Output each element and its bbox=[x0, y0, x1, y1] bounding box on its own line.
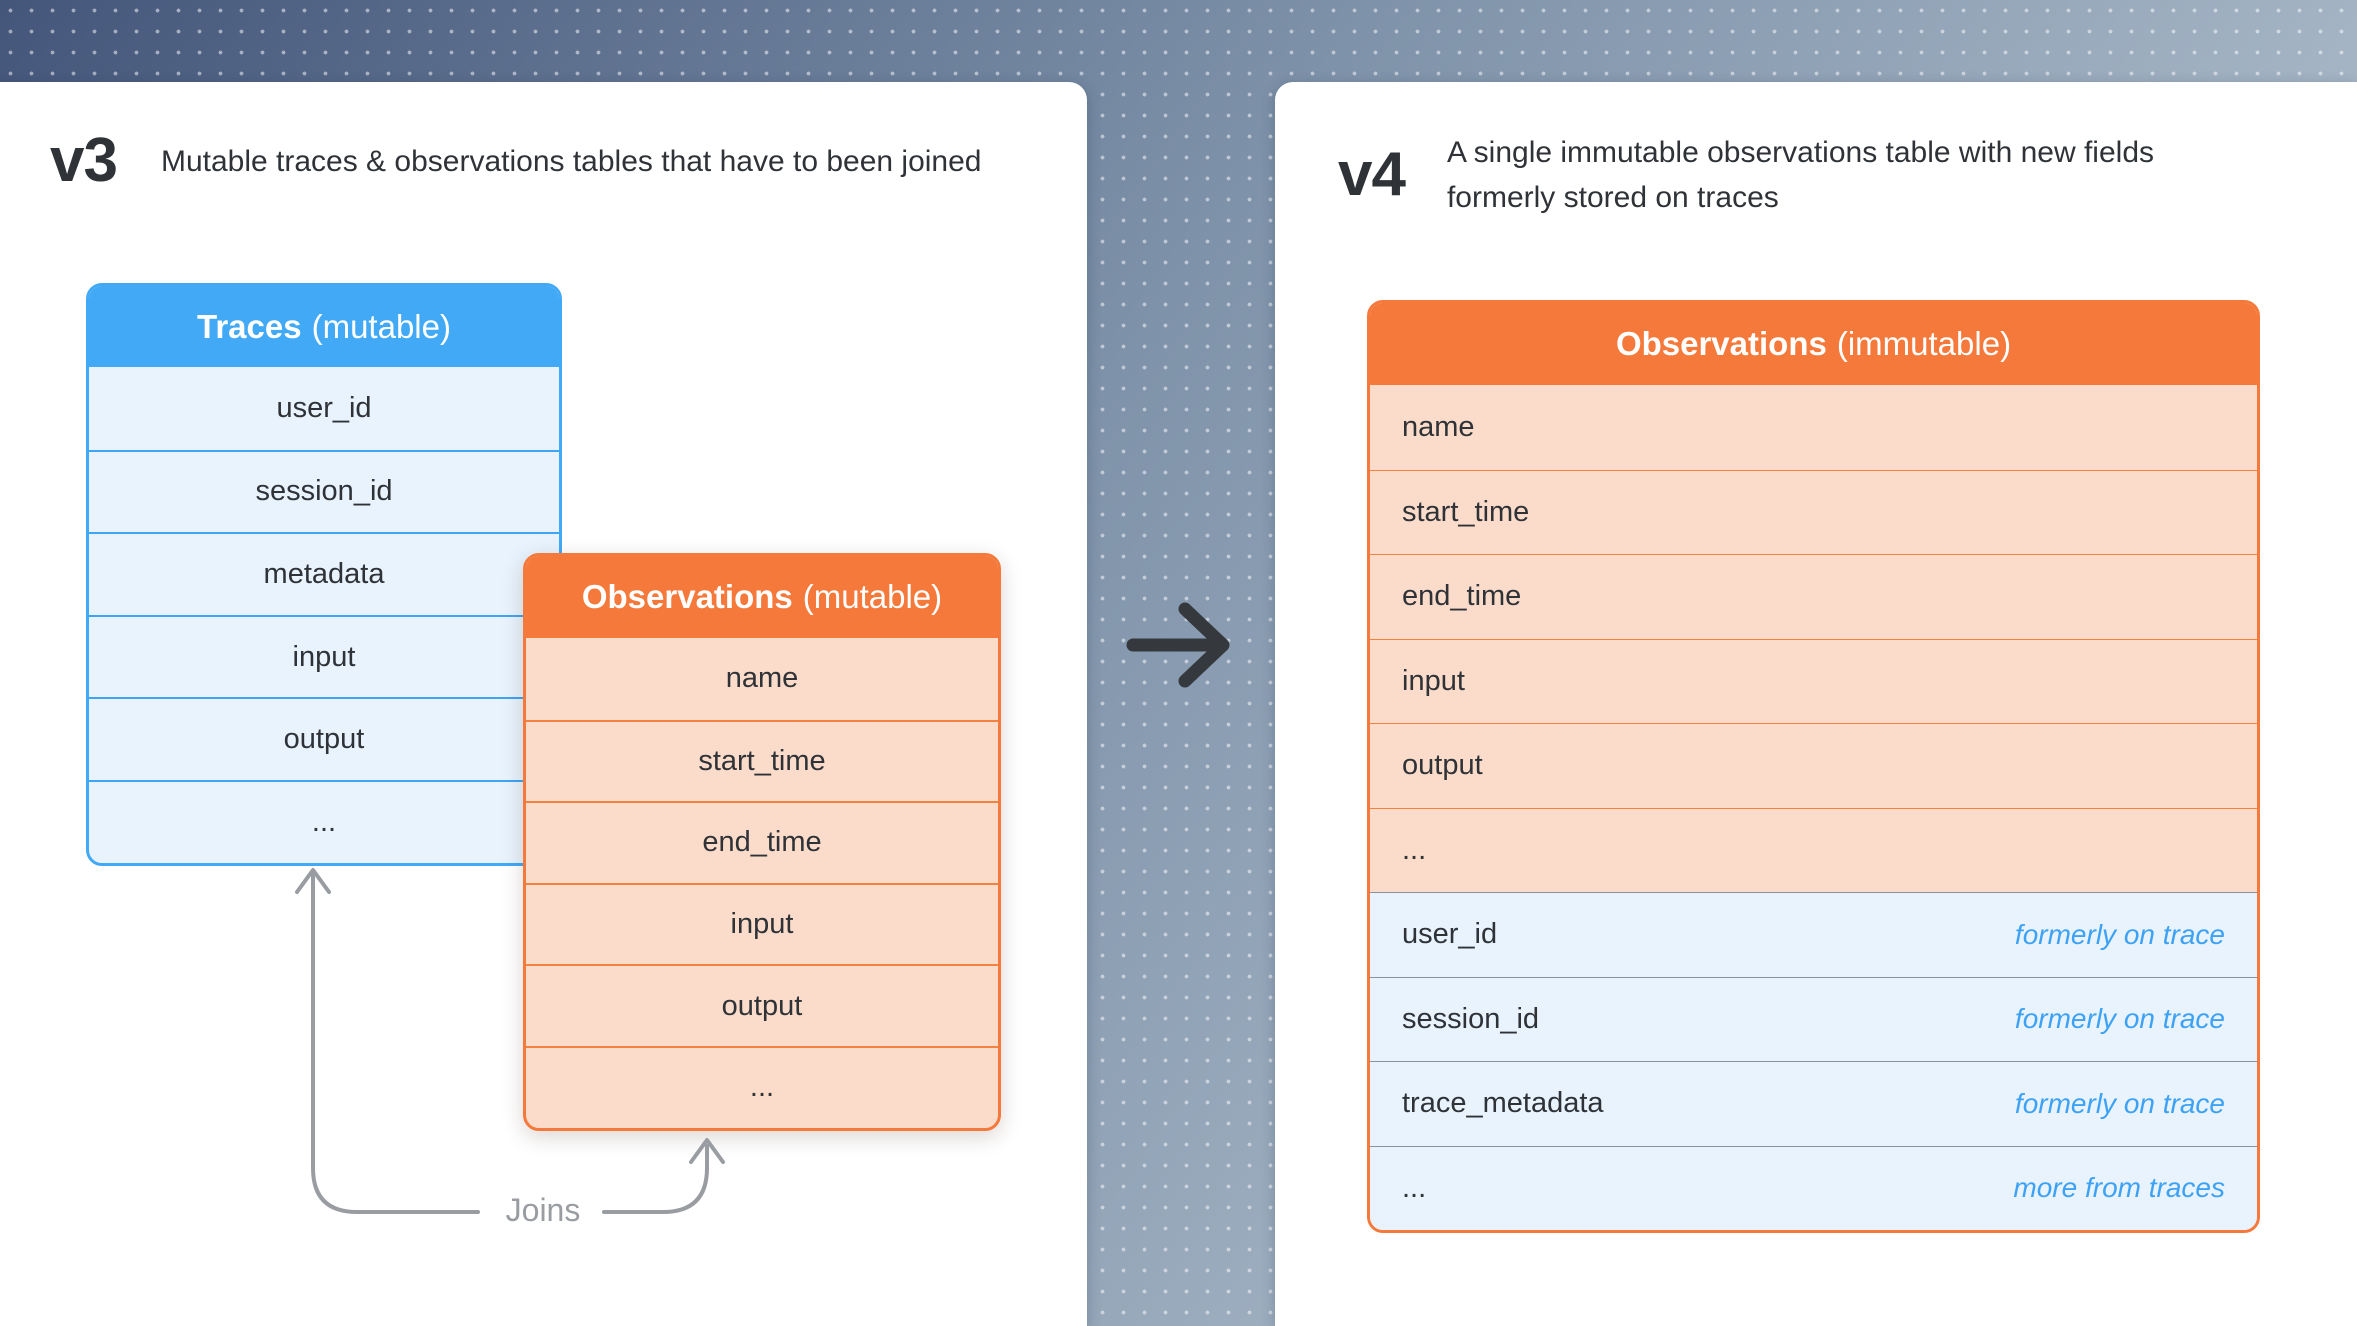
field-name: trace_metadata bbox=[1402, 1087, 1604, 1120]
joins-label: Joins bbox=[505, 1192, 581, 1229]
v4-version-label: v4 bbox=[1338, 140, 1405, 209]
observations-mutable-table bbox=[523, 553, 1001, 1131]
table-row: start_time bbox=[526, 720, 998, 802]
table-row: user_id bbox=[276, 391, 372, 424]
v3-title-row bbox=[50, 126, 982, 195]
table-row: output bbox=[526, 964, 998, 1046]
field-origin-note: formerly on trace bbox=[2014, 918, 2225, 950]
table-row bbox=[1370, 977, 2257, 1062]
v4-panel bbox=[1275, 82, 2357, 1326]
transition-arrow-icon bbox=[1125, 595, 1240, 695]
table-row: output bbox=[89, 697, 559, 780]
table-row bbox=[1370, 1061, 2257, 1146]
field-name: user_id bbox=[1402, 918, 1498, 951]
traces-table bbox=[86, 283, 562, 866]
observations-mutable-header bbox=[526, 556, 998, 638]
observations-mutable-title: Observations bbox=[581, 578, 793, 615]
v4-subtitle: A single immutable observations table with new fields formerly stored on traces bbox=[1446, 136, 2155, 214]
field-origin-note: formerly on trace bbox=[2014, 1087, 2225, 1119]
table-row: input bbox=[1370, 639, 2257, 724]
table-row: end_time bbox=[526, 801, 998, 883]
traces-table-header bbox=[89, 286, 559, 367]
table-row: ... bbox=[89, 780, 559, 863]
table-row: metadata bbox=[89, 532, 559, 615]
table-row: end_time bbox=[1370, 554, 2257, 639]
observations-mutable-title-note: (mutable) bbox=[802, 578, 943, 615]
table-row: ... bbox=[1370, 808, 2257, 893]
v3-version-label: v3 bbox=[50, 126, 117, 195]
field-origin-note: formerly on trace bbox=[2014, 1003, 2225, 1035]
field-name: session_id bbox=[1402, 1002, 1540, 1035]
table-row: input bbox=[526, 883, 998, 965]
table-row: name bbox=[1402, 410, 1475, 443]
table-row: start_time bbox=[1370, 470, 2257, 555]
table-row: input bbox=[89, 615, 559, 698]
observations-immutable-title-note: (immutable) bbox=[1836, 325, 2012, 362]
table-row bbox=[1370, 892, 2257, 977]
table-row: output bbox=[1370, 723, 2257, 808]
traces-table-title-note: (mutable) bbox=[311, 307, 451, 345]
observations-immutable-header bbox=[1370, 303, 2257, 385]
traces-table-title: Traces bbox=[197, 307, 302, 345]
field-origin-note: more from traces bbox=[2013, 1172, 2225, 1204]
table-row: ... bbox=[526, 1046, 998, 1128]
v4-title-row bbox=[1338, 130, 2237, 220]
observations-immutable-title: Observations bbox=[1615, 325, 1827, 362]
field-name: ... bbox=[1402, 1171, 1427, 1204]
observations-immutable-table bbox=[1367, 300, 2260, 1233]
table-row bbox=[1370, 1146, 2257, 1231]
table-row: name bbox=[725, 662, 799, 695]
v3-subtitle: Mutable traces & observations tables that have to been joined bbox=[160, 144, 982, 178]
v3-panel bbox=[0, 82, 1087, 1326]
table-row: session_id bbox=[89, 450, 559, 533]
